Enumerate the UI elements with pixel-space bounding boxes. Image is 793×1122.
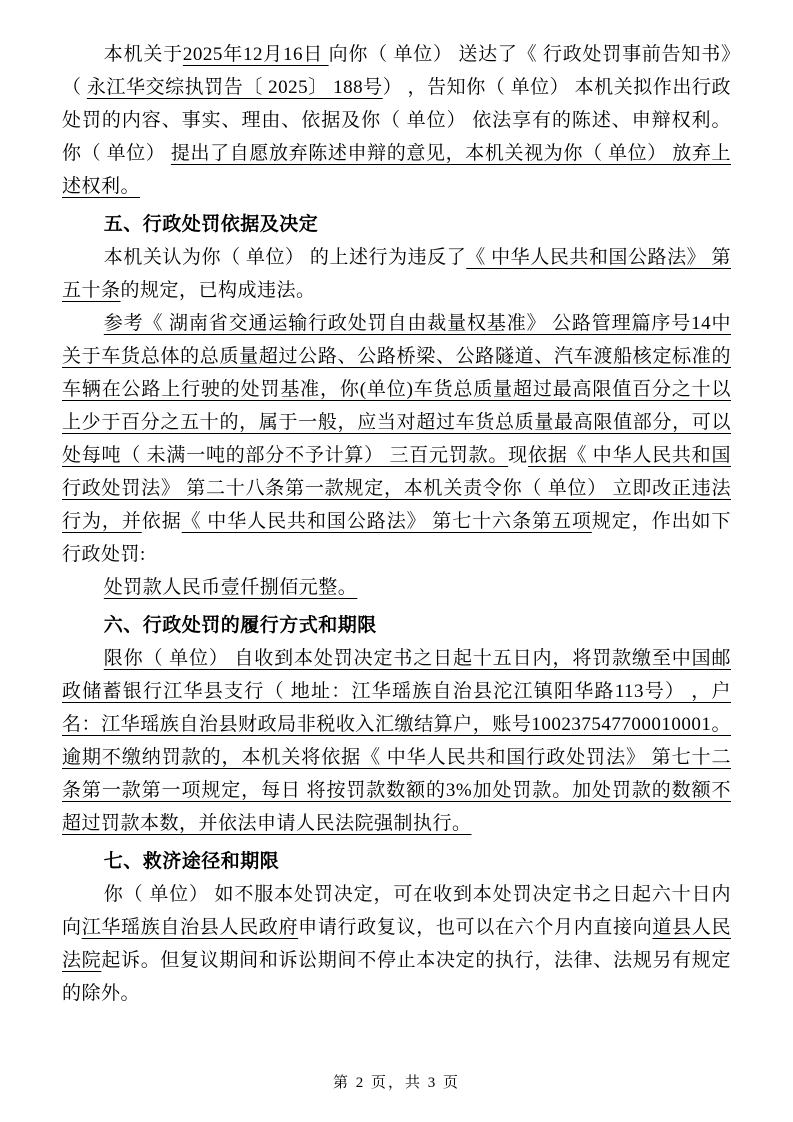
template-text: 六、行政处罚的履行方式和期限 — [103, 615, 377, 636]
filled-blank-text: 永江华交综执罚告〔 2025〕 188号 — [86, 77, 383, 98]
template-text: 的规定，已构成违法。 — [120, 280, 316, 301]
filled-blank-text: 处罚款人民币壹仟捌佰元整。 — [103, 577, 358, 598]
filled-blank-text: 江华瑶族自治县人民政府 — [81, 917, 299, 938]
template-text: 你（ 单位） 如不服本处罚决定，可在收到本处罚决定书之日起六十日内向 — [62, 884, 731, 938]
section-heading — [62, 208, 731, 241]
template-text: 本机关认为你（ 单位） 的上述行为违反了 — [103, 247, 467, 268]
filled-blank-text: 《 中华人民共和国公路法》 第五十条 — [62, 247, 731, 301]
paragraph — [62, 38, 731, 203]
template-text: 现 — [508, 445, 528, 466]
filled-blank-text: 2025年12月16日 — [182, 44, 329, 65]
template-text: 本机关于 — [103, 44, 183, 65]
paragraph — [62, 307, 731, 571]
page-number-footer: 第 2 页，共 3 页 — [332, 1075, 460, 1091]
filled-blank-text: 依据《 中华人民共和国行政处罚法》 第二十八条第一款规定，本机关责令你（ 单位） 立即改正违法行为，并 — [62, 445, 731, 532]
filled-blank-text: 限你（ 单位） 自收到本处罚决定书之日起十五日内，将罚款缴至中国邮政储蓄银行江华县支行（ 地址：江华瑶族自治县沱江镇阳华路113号） ，户名：江华瑶族自治县财政局非税收入汇缴结算户，账号100237547700010001。逾期不缴纳罚款的，本机关将依据《 中华人民共和国行政处罚法》 第七十二条第一款第一项规定，每日 将按罚款数额的3%加处罚款。加处罚款的数额不超过罚款本数，并依法申请人民法院强制执行。 — [62, 648, 731, 834]
filled-blank-text: 道县人民法院 — [62, 917, 731, 971]
template-text: 五、行政处罚依据及决定 — [103, 214, 319, 235]
paragraph — [62, 241, 731, 307]
template-text: 向你（ 单位） 送达了《 行政处罚事前告知书》（ — [62, 44, 731, 98]
template-text: 七、救济途径和期限 — [103, 851, 280, 872]
paragraph — [62, 878, 731, 1010]
template-text: 起诉。但复议期间和诉讼期间不停止本决定的执行，法律、法规另有规定的除外。 — [62, 950, 731, 1004]
section-heading — [62, 609, 731, 642]
paragraph — [62, 642, 731, 840]
document-body — [62, 38, 731, 1010]
template-text: 依据 — [141, 511, 182, 532]
filled-blank-text: 参考《 湖南省交通运输行政处罚自由裁量权基准》 公路管理篇序号14中关于车货总体的总质量超过公路、公路桥梁、公路隧道、汽车渡船核定标准的车辆在公路上行驶的处罚基准，你(单位)车货总质量超过最高限值百分之十以上少于百分之五十的，属于一般，应当对超过车货总质量最高限值部分，可以处每吨（ 未满一吨的部分不予计算） 三百元罚款。 — [62, 313, 731, 466]
filled-blank-text: 《 中华人民共和国公路法》 第七十六条第五项 — [181, 511, 592, 532]
paragraph — [62, 571, 731, 604]
filled-blank-text: 提出了自愿放弃陈述申辩的意见，本机关视为你（ 单位） 放弃上述权利。 — [62, 143, 731, 197]
template-text: ） ，告知你（ 单位） 本机关拟作出行政处罚的内容、事实、理由、依据及你（ 单位） 依法享有的陈述、申辩权利。你（ 单位） — [62, 77, 731, 164]
template-text: 申请行政复议，也可以在六个月内直接向 — [298, 917, 653, 938]
template-text: 规定，作出如下行政处罚: — [62, 511, 731, 565]
section-heading — [62, 845, 731, 878]
